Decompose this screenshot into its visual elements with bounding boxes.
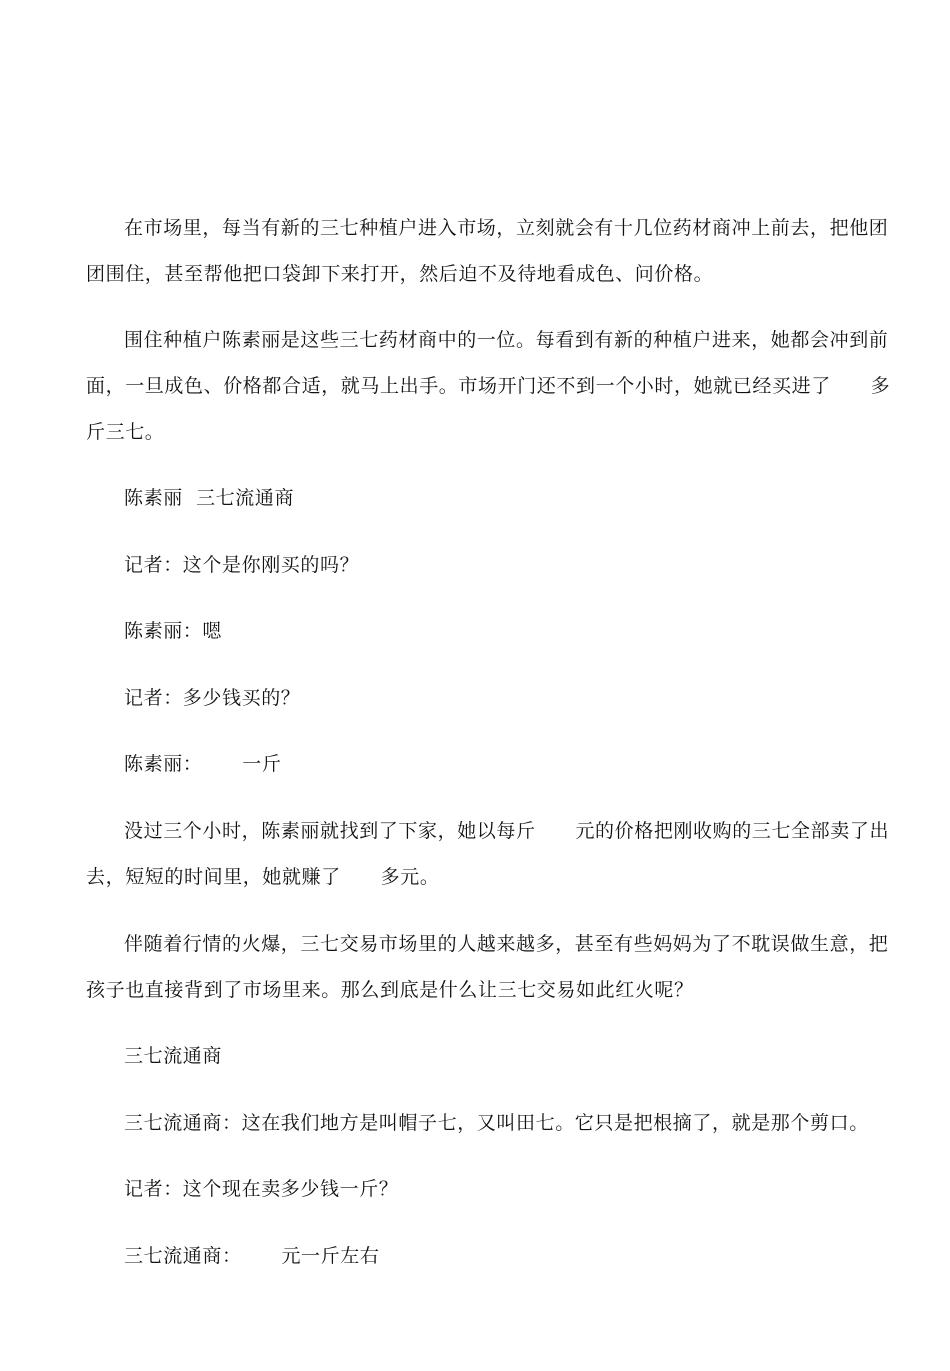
paragraph-line: 伴随着行情的火爆，三七交易市场里的人越来越多，甚至有些妈妈为了不耽误做生意，把 [124,933,889,955]
paragraph-line: 三七流通商 [124,1045,223,1067]
paragraph-line: 面，一旦成色、价格都合适，就马上出手。市场开门还不到一个小时，她就已经买进了 多 [86,375,891,397]
paragraph-line: 记者：这个是你刚买的吗？ [124,554,360,576]
paragraph-line: 陈素丽 三七流通商 [124,487,295,509]
dialogue-trader-2 [86,1141,864,1371]
paragraph-line: 三七流通商：这在我们地方是叫帽子七，又叫田七。它只是把根摘了，就是那个剪口。 [124,1112,869,1134]
paragraph-line: 陈素丽： 一斤 [124,753,282,775]
paragraph-line: 记者：多少钱买的？ [124,687,301,709]
paragraph-line: 去，短短的时间里，她就赚了 多元。 [86,866,440,888]
paragraph-line: 团围住，甚至帮他把口袋卸下来打开，然后迫不及待地看成色、问价格。 [86,263,714,285]
paragraph-line: 记者：这个现在卖多少钱一斤？ [124,1178,399,1200]
paragraph-line: 三七流通商： 元一斤左右 [124,1245,380,1267]
paragraph-line: 没过三个小时，陈素丽就找到了下家，她以每斤 元的价格把刚收购的三七全部卖了出 [124,820,890,842]
paragraph-line: 陈素丽：嗯 [124,620,223,642]
paragraph-line: 围住种植户陈素丽是这些三七药材商中的一位。每看到有新的种植户进来，她都会冲到前 [124,329,889,351]
paragraph-line: 斤三七。 [86,421,165,443]
paragraph-line: 孩子也直接背到了市场里来。那么到底是什么让三七交易如此红火呢？ [86,979,694,1001]
paragraph-line: 在市场里，每当有新的三七种植户进入市场，立刻就会有十几位药材商冲上前去，把他团 [124,217,889,239]
